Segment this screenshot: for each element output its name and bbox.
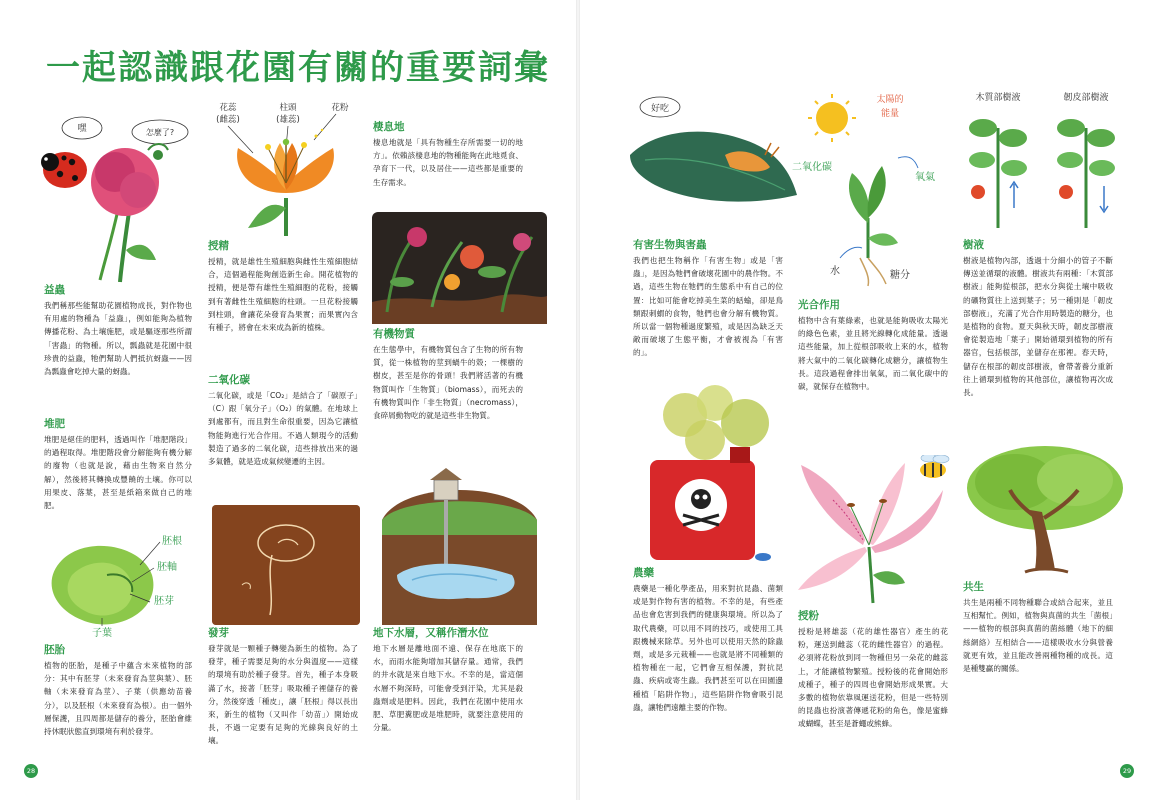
entry-body: 我們稱那些能幫助花園植物成長，對作物也有用處的物種為「益蟲」，例如能夠為植物傳播花粉、為土壤施肥，或是驅逐那些所謂「害蟲」的物種。所以，瓢蟲就是花園中很珍貴的益蟲，牠們幫助人們抵抗蚜蟲——因為瓢蟲會吃掉大量的蚜蟲。 — [44, 301, 192, 377]
entry-body: 我們也把生物稱作「有害生物」或是「害蟲」，是因為牠們會破壞花園中的農作物。不過，這些生物在牠們的生態系中有自己的位置：比如可能會吃掉美生菜的蛞蝓，卻是鳥類跟刺蝟的食物，牠們也會分解有機物質。所以當一個物種過度繁殖，或是因為缺乏天敵而破壞了生態平衡，才會被視為「有害的」。 — [633, 256, 783, 358]
phloem-label: 韌皮部樹液 — [1063, 93, 1109, 103]
ladybug-illustration — [30, 110, 200, 285]
sugar-label: 糖分 — [890, 270, 910, 281]
hypocotyl-label: 胚軸 — [157, 562, 177, 573]
entry-pests — [633, 238, 783, 360]
stamen-sub-label: (雄蕊) — [276, 115, 300, 125]
entry-body: 植物的胚胎，是種子中蘊含未來植物的部分：其中有胚芽（未來發育為莖與葉）、胚軸（未來發育為莖）、子葉（供應幼苗養分），以及胚根（未來發育為根）。由一個外層保護，且四周都是儲存的養分，胚胎會維持休眠狀態直到環境有利於發芽。 — [44, 661, 192, 737]
cotyledon-label: 子葉 — [92, 628, 112, 639]
entry-pollinating — [798, 609, 948, 731]
entry-body: 棲息地就是「具有物種生存所需要一切的地方」。依賴該棲息地的物種能夠在此地覓食、孕育下一代，以及居住——這些都是重要的生存需求。 — [373, 138, 523, 187]
pesticide-illustration — [635, 385, 795, 565]
entry-title: 地下水層，又稱作潛水位 — [373, 627, 489, 639]
entry-body: 授精，就是雄性生殖細胞與雌性生殖細胞結合，這個過程能夠創造新生命。開花植物的授精，便是帶有雄性生殖細胞的花粉，接觸到有著雌性生殖細胞的柱頭。一旦花粉接觸到柱頭，會讓花朵發育為果實；而果實內含有種子，將會在未來成為新的植株。 — [208, 257, 358, 333]
entry-body: 植物中含有葉綠素，也就是能夠吸收太陽光的綠色色素，並且將光線轉化成能量。透過這些能量，加上從根部吸收上來的水，植物將大氣中的二氧化碳轉化成糖分，讓植物生長。這段過程會排出氧氣，而二氧化碳中的碳，就保存在植物中。 — [798, 316, 948, 392]
entry-germination — [208, 626, 358, 748]
entry-organic — [373, 327, 523, 422]
entry-title: 棲息地 — [373, 121, 405, 133]
pistil-sub-label: (雌蕊) — [216, 115, 240, 125]
symbiosis-illustration — [960, 440, 1130, 580]
stamen-label: 柱頭 — [279, 103, 297, 113]
entry-body: 發芽就是一顆種子轉變為新生的植物。為了發芽，種子需要足夠的水分與溫度——這樣的環境有助於種子發芽。首先，種子本身吸滿了水，接著「胚芽」吸取種子裡儲存的養分，然後穿透「種皮」，讓「胚根」得以長出來，新生的植物（又叫作「幼苗」）開始成長，不過一定要有足夠的光線與良好的土壤。 — [208, 644, 358, 746]
entry-title: 二氧化碳 — [208, 374, 250, 386]
xylem-label: 木質部樹液 — [975, 93, 1021, 103]
pollen-label: 花粉 — [331, 103, 349, 113]
flower-illustration — [208, 98, 363, 238]
entry-co2 — [208, 373, 358, 468]
entry-title: 發芽 — [208, 627, 229, 639]
page-number-left: 28 — [24, 764, 38, 778]
bubble-1-text: 嘿 — [77, 124, 87, 134]
entry-title: 光合作用 — [798, 299, 840, 311]
radicle-label: 胚根 — [162, 536, 182, 547]
entry-pollination — [208, 239, 358, 334]
entry-body: 授粉是將雄蕊（花的雄性器官）產生的花粉，運送到雌蕊（花的雌性器官）的過程。必須將花粉放到同一物種但另一朵花的雌蕊上，才能讓植物繁殖。授粉後的花會開始形成種子，種子的四周也會開始形成果實。大多數的植物依靠風運送花粉，但是一些特別的昆蟲也扮演著傳遞花粉的角色，像是蜜蜂或蝴蝶，甚至是蒼蠅或熊蜂。 — [798, 627, 948, 729]
bubble-2-text: 怎麼了? — [145, 128, 175, 137]
entry-title: 授精 — [208, 240, 229, 252]
entry-body: 在生態學中，有機物質包含了生物的所有物質，從一株植物的莖到蝸牛的殼；一棵樹的樹皮，甚至是你的骨頭！我們將活著的有機物質叫作「生物質」（biomass），而死去的有機物質叫作「非生物質」（necromass），食碎屑動物吃的就是這些非生物質。 — [373, 345, 523, 421]
slug-illustration — [625, 95, 800, 220]
entry-sap — [963, 238, 1113, 399]
entry-habitat — [373, 120, 523, 189]
entry-body: 地下水層是離地面不遠、保存在地底下的水，而雨水能夠增加其儲存量。通常，我們的井水就是來自地下水。不幸的是，當這個水層不夠深時，可能會受到汙染，尤其是殺蟲劑或是肥料。因此，我們在花園中使用水肥、草肥糞肥或是堆肥時，就要注意使用的分量。 — [373, 644, 523, 733]
entry-embryo — [44, 643, 192, 738]
entry-title: 授粉 — [798, 610, 819, 622]
entry-title: 有機物質 — [373, 328, 415, 340]
pollinating-illustration — [793, 455, 958, 605]
entry-title: 共生 — [963, 581, 984, 593]
entry-body: 二氧化碳，或是「CO₂」是結合了「碳原子」（C）跟「氧分子」（O₂）的氣體。在地球上到處都有，而且對生命很重要，因為它讓植物能夠進行光合作用。不過人類現今的活動製造了過多的二氧化碳，這些排放出來的過多氣體，就是造成氣候變遷的主因。 — [208, 391, 358, 467]
water-label: 水 — [830, 266, 840, 277]
entry-photosynthesis — [798, 298, 948, 393]
entry-symbiosis — [963, 580, 1113, 675]
photosynthesis-illustration — [790, 88, 958, 288]
entry-compost — [44, 417, 192, 512]
co2-label: 二氧化碳 — [792, 162, 832, 173]
germination-illustration — [212, 505, 360, 625]
entry-title: 堆肥 — [44, 418, 65, 430]
entry-title: 胚胎 — [44, 644, 65, 656]
slug-bubble-text: 好吃 — [650, 104, 670, 114]
embryo-illustration — [32, 530, 212, 642]
entry-groundwater — [373, 626, 523, 734]
oxygen-label: 氧氣 — [915, 172, 935, 183]
entry-body: 農藥是一種化學產品，用來對抗昆蟲、菌類或是對作物有害的植物。不幸的是，有些產品也會危害到我們的健康與環境。所以為了取代農藥，可以用不同的技巧，或使用工具跟機械來除草。另外也可以使用天然的除蟲劑，或是多元栽種——也就是將不同種類的植物種在一起，它們會互相保護，對抗昆蟲、疾病或寄生蟲。我們甚至可以在田園邊種植「陷阱作物」，這些陷阱作物會吸引昆蟲，讓牠們遠離主要的作物。 — [633, 584, 783, 712]
entry-title: 農藥 — [633, 567, 654, 579]
entry-pesticide — [633, 566, 783, 714]
sun-energy-label-2: 能量 — [880, 109, 900, 119]
plumule-label: 胚芽 — [154, 596, 174, 607]
entry-body: 共生是兩種不同物種聯合或結合起來，並且互相幫忙。例如，植物與真菌的共生「菌根」——植物的根部與真菌的菌絲體（地下的細絲網絡）互相結合——這樣吸收水分與營養就更有效，並且能改善兩種物種的成長。這是種雙贏的關係。 — [963, 598, 1113, 674]
groundwater-illustration — [372, 460, 547, 625]
pistil-label: 花蕊 — [219, 103, 237, 113]
entry-title: 有害生物與害蟲 — [633, 239, 707, 251]
sap-illustration — [958, 88, 1128, 238]
entry-body: 樹液是植物內部，透過十分細小的管子不斷傳送並循環的液體。樹液共有兩種：「木質部樹液」能夠從根部，把水分與從土壤中吸收的礦物質往上送到葉子；另一種則是「韌皮部樹液」，充滿了光合作用時製造的糖分，也是植物的食物。夏天與秋天時，韌皮部樹液會從製造地「葉子」開始循環到植物的所有器官，包括根部，並儲存在那裡。春天時，儲存在根部的韌皮部樹液，會帶著養分重新往上循環到植物的其他部位，讓植物再次成長。 — [963, 256, 1113, 398]
entry-body: 堆肥是絕佳的肥料，透過叫作「堆肥階段」的過程取得。堆肥階段會分解能夠有機分解的廢物（也就是說，藉由生物來自然分解），然後將其轉換成豐饒的土壤。你可以用果皮、落葉，甚至是紙箱來做自己的堆肥。 — [44, 435, 192, 511]
book-gutter — [576, 0, 580, 800]
entry-title: 益蟲 — [44, 284, 65, 296]
habitat-illustration — [372, 212, 547, 324]
page-number-right: 29 — [1120, 764, 1134, 778]
entry-beneficial — [44, 283, 192, 378]
sun-energy-label: 太陽的 — [876, 95, 904, 105]
page-title: 一起認識跟花園有關的重要詞彙 — [46, 48, 550, 88]
entry-title: 樹液 — [963, 239, 984, 251]
